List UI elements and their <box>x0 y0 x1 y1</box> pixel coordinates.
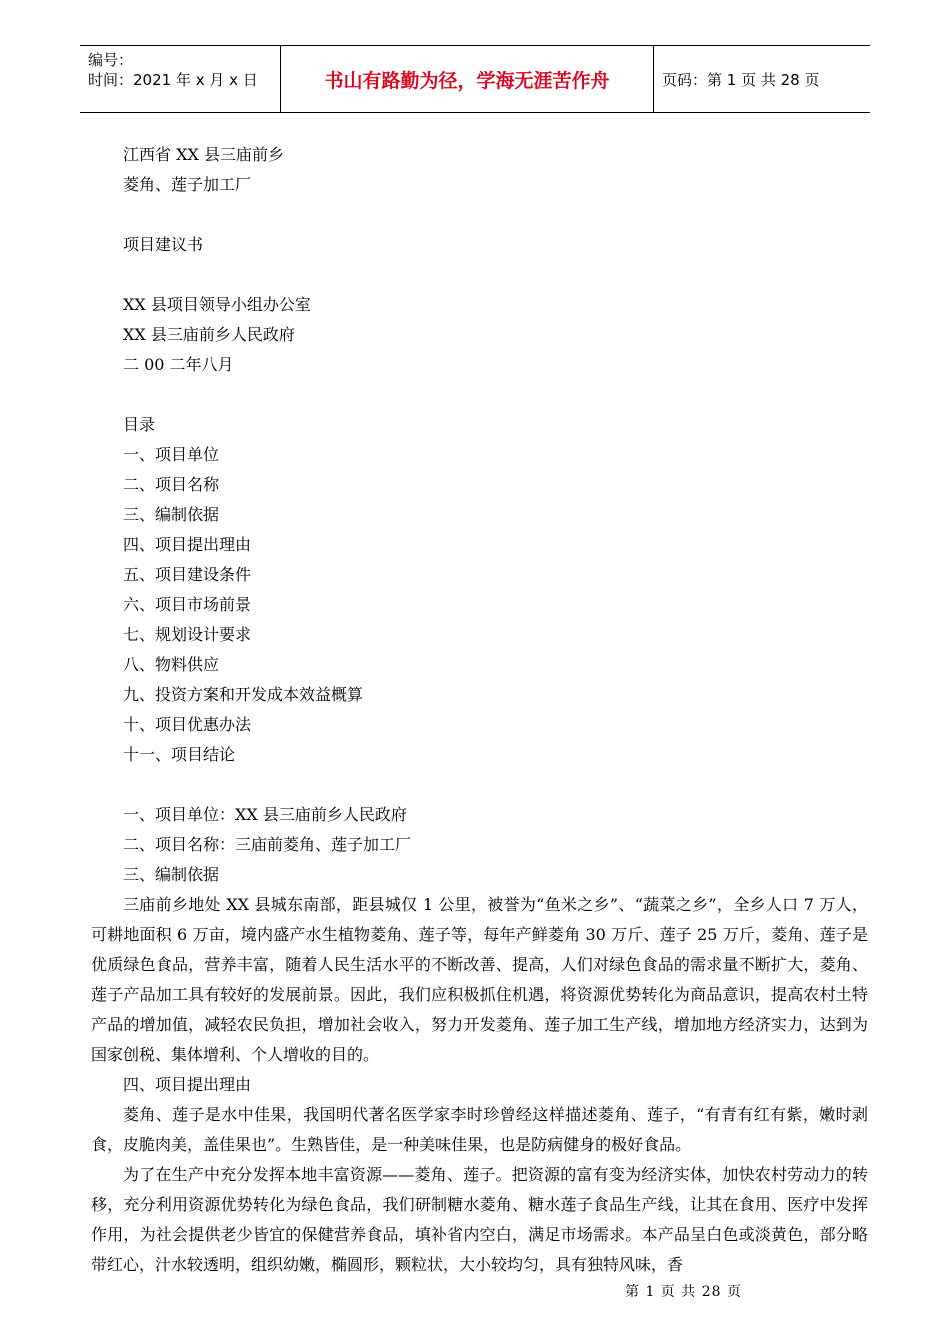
time-label: 时间：2021 年 x 月 x 日 <box>88 71 258 89</box>
section-4: 四、项目提出理由 <box>123 1075 252 1094</box>
toc-item: 十一、项目结论 <box>123 745 236 764</box>
org-2: XX 县三庙前乡人民政府 <box>123 325 295 344</box>
paragraph-2: 菱角、莲子是水中佳果，我国明代著名医学家李时珍曾经这样描述菱角、莲子，“有青有红有紫，嫩时剥食，皮脆肉美，盖佳果也”。生熟皆佳，是一种美味佳果，也是防病健身的极好食品。 <box>91 1105 868 1154</box>
document-body <box>91 140 868 1280</box>
section-1: 一、项目单位：XX 县三庙前乡人民政府 <box>123 805 407 824</box>
toc-item: 十、项目优惠办法 <box>123 715 252 734</box>
toc-title: 目录 <box>123 415 156 434</box>
cover-line-2: 菱角、莲子加工厂 <box>123 175 252 194</box>
toc-item: 六、项目市场前景 <box>123 595 252 614</box>
cover-line-1: 江西省 XX 县三庙前乡 <box>123 145 284 164</box>
toc-item: 九、投资方案和开发成本效益概算 <box>123 685 364 704</box>
toc-list <box>123 440 868 770</box>
toc-item: 一、项目单位 <box>123 445 220 464</box>
header-meta <box>80 46 281 112</box>
toc-item: 七、规划设计要求 <box>123 625 252 644</box>
toc-item: 五、项目建设条件 <box>123 565 252 584</box>
toc-item: 四、项目提出理由 <box>123 535 252 554</box>
org-1: XX 县项目领导小组办公室 <box>123 295 311 314</box>
toc-item: 二、项目名称 <box>123 475 220 494</box>
toc-item: 八、物料供应 <box>123 655 220 674</box>
section-3: 三、编制依据 <box>123 865 220 884</box>
paragraph-3: 为了在生产中充分发挥本地丰富资源——菱角、莲子。把资源的富有变为经济实体，加快农村劳动力的转移，充分利用资源优势转化为绿色食品，我们研制糖水菱角、糖水莲子食品生产线，让其在食用、医疗中发挥作用，为社会提供老少皆宜的保健营养食品，填补省内空白，满足市场需求。本产品呈白色或淡黄色，部分略带红心，汁水较透明，组织幼嫩，椭圆形，颗粒状，大小较均匀，具有独特风味，香 <box>91 1165 868 1274</box>
section-2: 二、项目名称：三庙前菱角、莲子加工厂 <box>123 835 412 854</box>
doc-type: 项目建议书 <box>123 235 204 254</box>
paragraph-1: 三庙前乡地处 XX 县城东南部，距县城仅 1 公里，被誉为“鱼米之乡”、“蔬菜之乡”，全乡人口 7 万人，可耕地面积 6 万亩，境内盛产水生植物菱角、莲子等，每年产鲜菱角 30 万斤、莲子 25 万斤，菱角、莲子是优质绿色食品，营养丰富，随着人民生活水平的不断改善、提高，人们对绿色食品的需求量不断扩大，菱角、莲子产品加工具有较好的发展前景。因此，我们应积极抓住机遇，将资源优势转化为商品意识，提高农村土特产品的增加值，减轻农民负担，增加社会收入，努力开发菱角、莲子加工生产线，增加地方经济实力，达到为国家创税、集体增利、个人增收的目的。 <box>91 895 868 1064</box>
page-footer: 第 1 页 共 28 页 <box>625 1284 742 1300</box>
cover-date: 二 00 二年八月 <box>123 355 234 374</box>
header-page-info: 页码：第 1 页 共 28 页 <box>662 70 820 89</box>
header-motto: 书山有路勤为径，学海无涯苦作舟 <box>281 46 654 112</box>
page-header <box>80 45 870 113</box>
toc-item: 三、编制依据 <box>123 505 220 524</box>
number-label: 编号： <box>88 51 134 69</box>
